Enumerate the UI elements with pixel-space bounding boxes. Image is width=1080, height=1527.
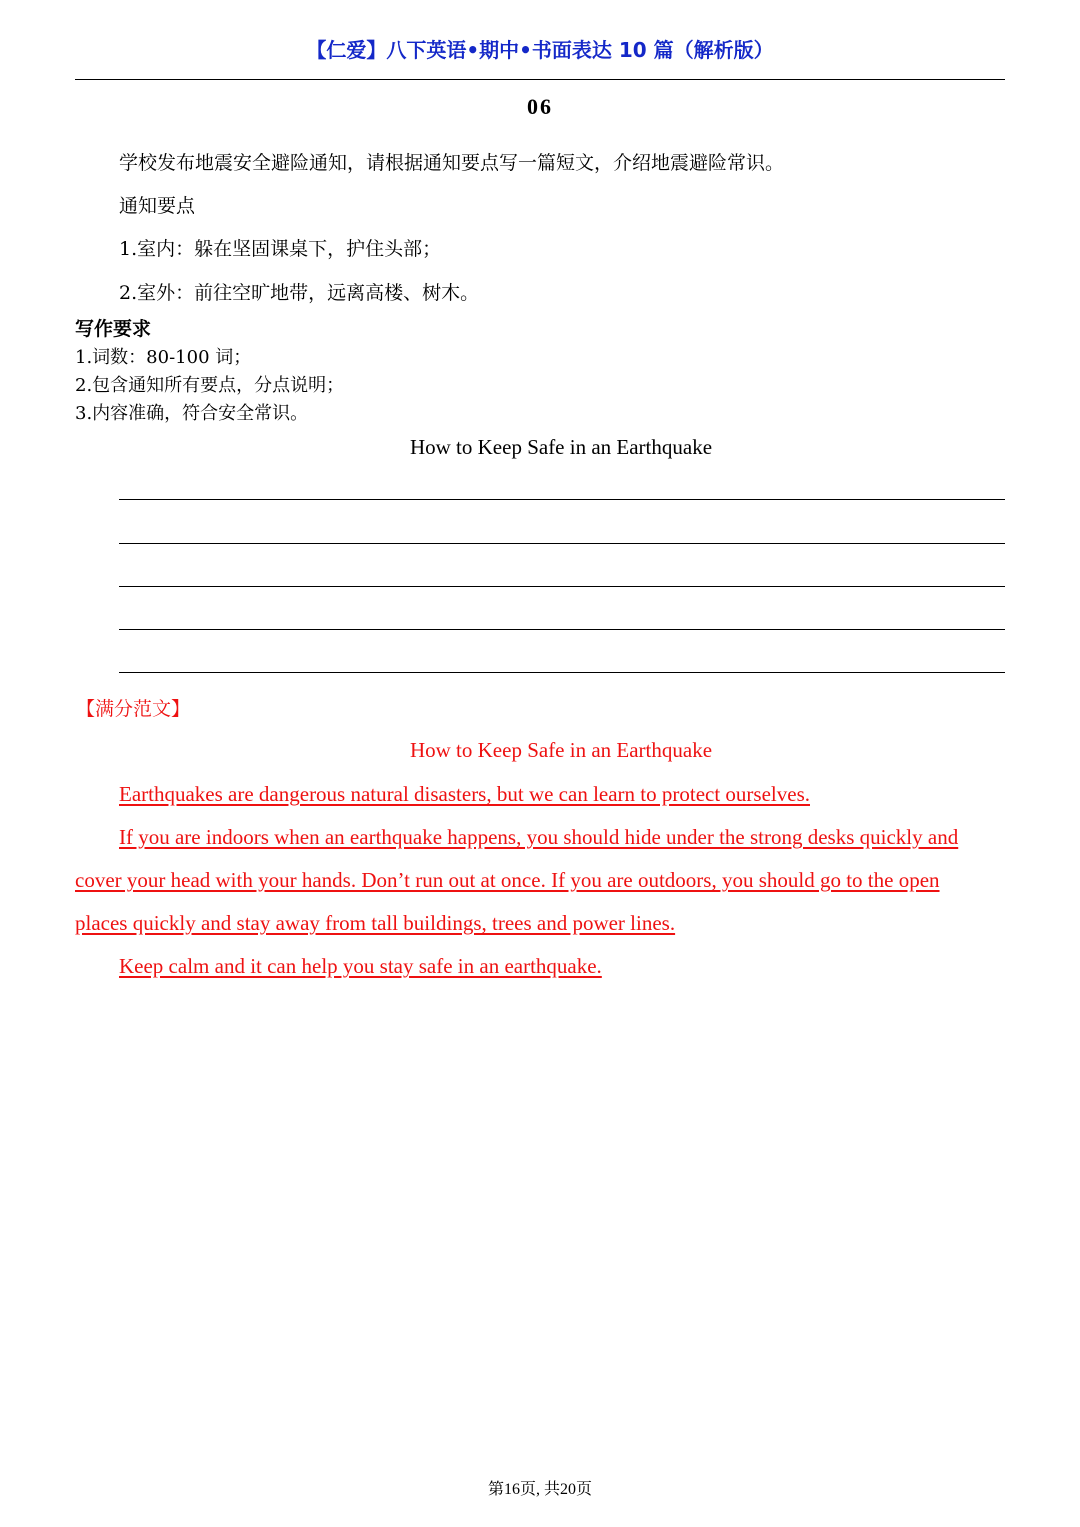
- sample-essay-tag: 【满分范文】: [76, 698, 191, 720]
- essay-title: How to Keep Safe in an Earthquake: [409, 435, 713, 459]
- writing-line: [119, 543, 1005, 544]
- point-item: 1.室内：躲在坚固课桌下，护住头部；: [119, 238, 442, 260]
- writing-line: [119, 672, 1005, 673]
- writing-line: [119, 586, 1005, 587]
- sample-essay-line: places quickly and stay away from tall buildings, trees and power lines.: [75, 911, 676, 935]
- sample-essay-line: Earthquakes are dangerous natural disasters, but we can learn to protect ourselves.: [119, 782, 810, 806]
- writing-line: [119, 499, 1005, 500]
- points-title: 通知要点: [119, 195, 196, 217]
- page-footer: 第16页, 共20页: [487, 1481, 592, 1498]
- point-item: 2.室外：前往空旷地带，远离高楼、树木。: [119, 282, 480, 304]
- requirement-item: 3.内容准确，符合安全常识。: [75, 403, 309, 424]
- header-divider: [75, 79, 1005, 80]
- sample-essay-line: If you are indoors when an earthquake happens, you should hide under the strong desks quickly and: [119, 825, 959, 849]
- requirements-title: 写作要求: [75, 318, 152, 340]
- sample-essay-line: cover your head with your hands. Don’t run out at once. If you are outdoors, you should go to the open: [75, 868, 940, 892]
- requirement-item: 2.包含通知所有要点，分点说明；: [75, 375, 345, 396]
- writing-line: [119, 629, 1005, 630]
- document-header: 【仁爱】八下英语•期中•书面表达 10 篇（解析版）: [306, 38, 774, 62]
- requirement-item: 1.词数：80-100 词；: [75, 347, 252, 368]
- prompt-intro: 学校发布地震安全避险通知，请根据通知要点写一篇短文，介绍地震避险常识。: [119, 152, 785, 174]
- section-number: 06: [527, 94, 553, 119]
- sample-essay-line: Keep calm and it can help you stay safe in an earthquake.: [119, 954, 602, 978]
- sample-essay-title: How to Keep Safe in an Earthquake: [409, 738, 713, 762]
